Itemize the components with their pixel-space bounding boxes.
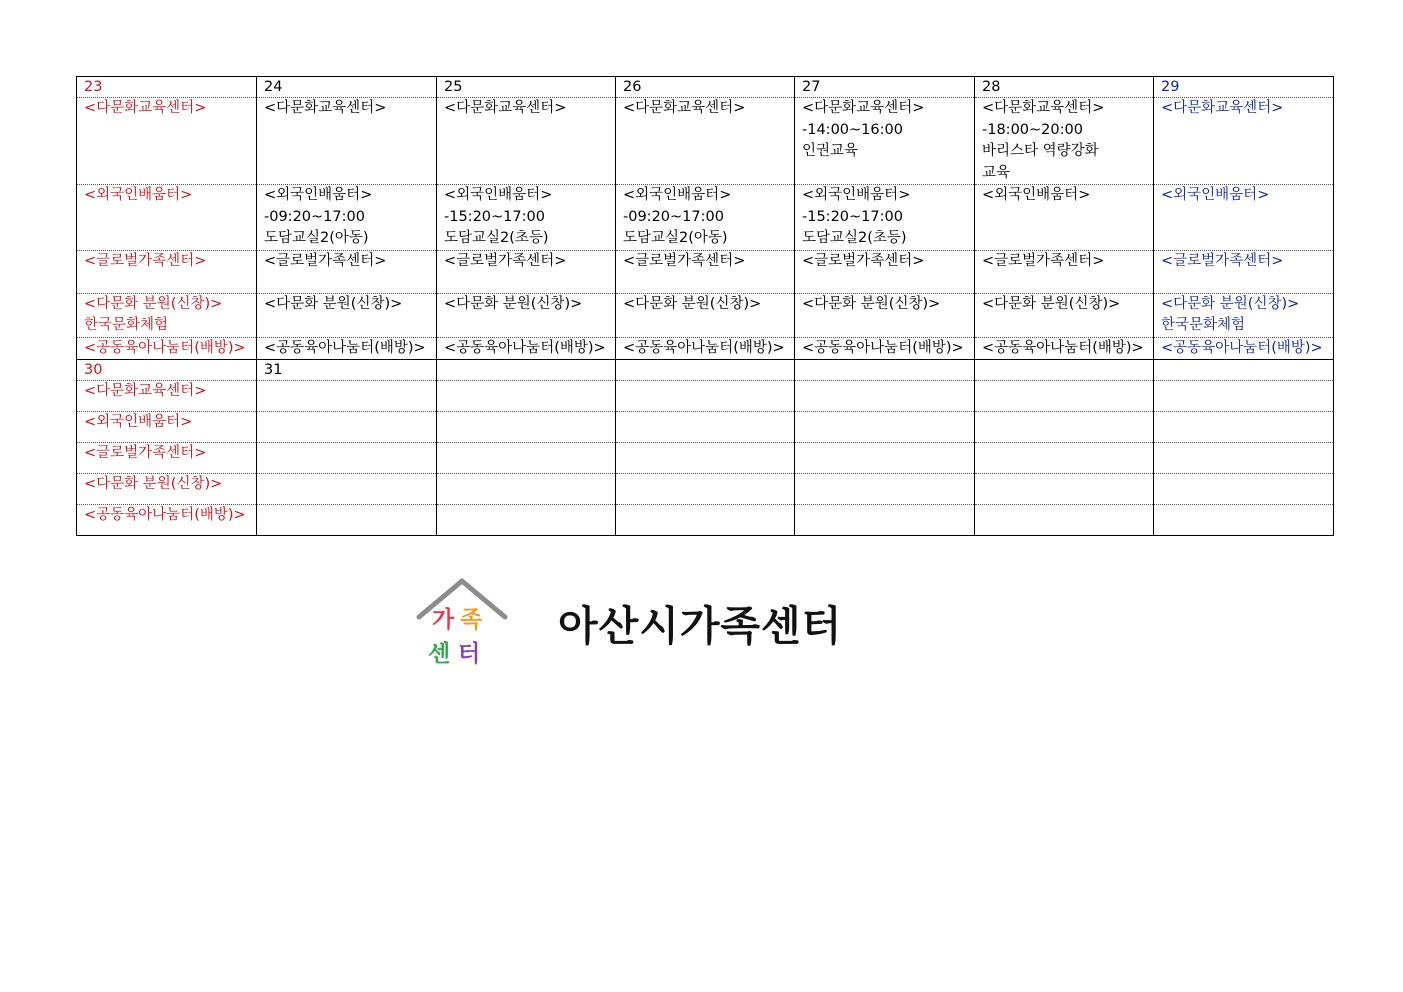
program-text: <외국인배움터> [1161,187,1270,203]
program-cell [1154,337,1334,360]
program-row [77,293,1334,337]
program-text: <공동육아나눔터(배방)> [802,339,964,356]
program-text: <다문화교육센터> [1161,100,1284,116]
program-row [77,250,1334,293]
program-text: <다문화교육센터> [264,100,387,116]
program-text: <다문화 분원(신창)> [802,295,941,312]
program-cell [77,443,257,474]
program-text: <공동육아나눔터(배방)> [444,339,606,356]
program-cell [616,293,795,337]
program-text: 도담교실2(아동) [264,230,369,246]
logo-char: 가 [432,607,455,633]
program-cell [437,474,616,505]
program-cell [975,293,1154,337]
program-cell [795,98,975,185]
program-cell [1154,412,1334,443]
program-cell [616,250,795,293]
program-cell [975,412,1154,443]
program-text: -15:20~17:00 [802,208,903,225]
program-text: 바리스타 역량강화 [982,143,1099,159]
program-text: <글로벌가족센터> [1161,252,1284,269]
program-cell [77,412,257,443]
program-text: <다문화 분원(신창)> [84,295,223,312]
program-text: <다문화 분원(신창)> [444,295,583,312]
program-row [77,381,1334,412]
program-cell [437,185,616,251]
date-cell: 26 [616,77,795,98]
program-text: -09:20~17:00 [264,208,365,225]
logo-char: 터 [458,641,481,667]
program-row [77,412,1334,443]
program-cell [1154,293,1334,337]
program-text: <외국인배움터> [982,187,1091,203]
program-text: <글로벌가족센터> [982,252,1105,269]
program-cell [77,505,257,536]
date-cell [616,360,795,381]
date-cell: 24 [257,77,437,98]
program-cell [77,293,257,337]
program-cell [795,293,975,337]
program-cell [77,337,257,360]
schedule-calendar-table [76,76,1334,536]
date-cell [437,360,616,381]
program-cell [616,412,795,443]
date-cell: 27 [795,77,975,98]
program-text: 도담교실2(초등) [444,230,549,246]
program-text: 도담교실2(초등) [802,230,907,246]
program-text: -14:00~16:00 [802,121,903,138]
program-cell [616,474,795,505]
program-text: -18:00~20:00 [982,121,1083,138]
program-text: <글로벌가족센터> [84,445,207,461]
date-cell: 31 [257,360,437,381]
date-cell: 25 [437,77,616,98]
date-cell [1154,360,1334,381]
date-cell: 28 [975,77,1154,98]
program-cell [616,443,795,474]
program-text: <공동육아나눔터(배방)> [982,339,1144,356]
program-cell [975,505,1154,536]
program-text: <외국인배움터> [802,187,911,203]
date-row [77,77,1334,98]
program-cell [616,185,795,251]
program-cell [77,250,257,293]
program-text: <외국인배움터> [623,187,732,203]
program-cell [795,337,975,360]
program-cell [975,337,1154,360]
program-text: 인권교육 [802,143,859,159]
program-cell [437,250,616,293]
program-text: <외국인배움터> [84,187,193,203]
logo-char: 센 [428,641,451,667]
program-text: <글로벌가족센터> [264,252,387,269]
program-text: <다문화교육센터> [444,100,567,116]
program-cell [437,412,616,443]
program-text: <다문화교육센터> [84,383,207,399]
program-text: <다문화 분원(신창)> [982,295,1121,312]
program-cell [975,185,1154,251]
program-text: <공동육아나눔터(배방)> [84,507,246,523]
program-text: <공동육아나눔터(배방)> [623,339,785,356]
program-cell [257,185,437,251]
program-cell [975,443,1154,474]
house-logo-icon [414,575,514,670]
program-cell [1154,505,1334,536]
program-cell [795,381,975,412]
program-cell [616,337,795,360]
date-row [77,360,1334,381]
program-text: <다문화교육센터> [802,100,925,116]
program-cell [257,293,437,337]
date-cell: 30 [77,360,257,381]
program-cell [77,474,257,505]
program-cell [975,98,1154,185]
logo-char: 족 [460,607,483,633]
program-text: <외국인배움터> [84,414,193,430]
program-cell [437,293,616,337]
program-text: -09:20~17:00 [623,208,724,225]
program-cell [257,443,437,474]
program-cell [437,381,616,412]
program-text: 도담교실2(아동) [623,230,728,246]
date-cell: 29 [1154,77,1334,98]
program-cell [1154,98,1334,185]
program-cell [1154,474,1334,505]
program-cell [975,381,1154,412]
program-cell [1154,381,1334,412]
program-cell [1154,185,1334,251]
calendar-body [77,77,1334,536]
program-cell [795,412,975,443]
program-text: <외국인배움터> [444,187,553,203]
program-text: <글로벌가족센터> [623,252,746,269]
program-text: 교육 [982,164,1011,181]
program-row [77,443,1334,474]
program-cell [77,98,257,185]
program-cell [257,337,437,360]
program-cell [257,412,437,443]
date-cell [795,360,975,381]
date-cell: 23 [77,77,257,98]
program-cell [437,443,616,474]
program-text: <다문화 분원(신창)> [264,295,403,312]
program-text: <다문화 분원(신창)> [1161,295,1300,312]
program-cell [1154,443,1334,474]
program-text: <다문화교육센터> [982,100,1105,116]
program-row [77,185,1334,251]
program-row [77,98,1334,185]
program-cell [437,98,616,185]
program-cell [257,505,437,536]
program-cell [1154,250,1334,293]
program-text: <공동육아나눔터(배방)> [1161,339,1323,356]
program-cell [795,474,975,505]
program-cell [257,474,437,505]
program-cell [77,185,257,251]
program-cell [437,337,616,360]
program-text: <공동육아나눔터(배방)> [84,339,246,356]
program-cell [616,98,795,185]
program-cell [616,505,795,536]
program-cell [795,505,975,536]
program-text: <외국인배움터> [264,187,373,203]
program-row [77,505,1334,536]
program-text: -15:20~17:00 [444,208,545,225]
program-row [77,337,1334,360]
program-cell [616,381,795,412]
family-center-logo [414,575,843,670]
program-text: 한국문화체험 [1161,317,1246,333]
program-text: <글로벌가족센터> [444,252,567,269]
logo-wordmark: 아산시가족센터 [558,602,843,650]
program-text: 한국문화체험 [84,317,169,333]
program-text: <글로벌가족센터> [802,252,925,269]
program-text: <글로벌가족센터> [84,252,207,269]
program-cell [975,250,1154,293]
program-cell [77,381,257,412]
program-cell [437,505,616,536]
program-text: <다문화교육센터> [84,100,207,116]
program-cell [257,98,437,185]
program-text: <다문화교육센터> [623,100,746,116]
program-text: <다문화 분원(신창)> [84,476,223,492]
date-cell [975,360,1154,381]
program-cell [257,381,437,412]
program-cell [795,443,975,474]
program-cell [257,250,437,293]
program-cell [795,250,975,293]
program-row [77,474,1334,505]
program-text: <다문화 분원(신창)> [623,295,762,312]
program-text: <공동육아나눔터(배방)> [264,339,426,356]
program-cell [975,474,1154,505]
program-cell [795,185,975,251]
